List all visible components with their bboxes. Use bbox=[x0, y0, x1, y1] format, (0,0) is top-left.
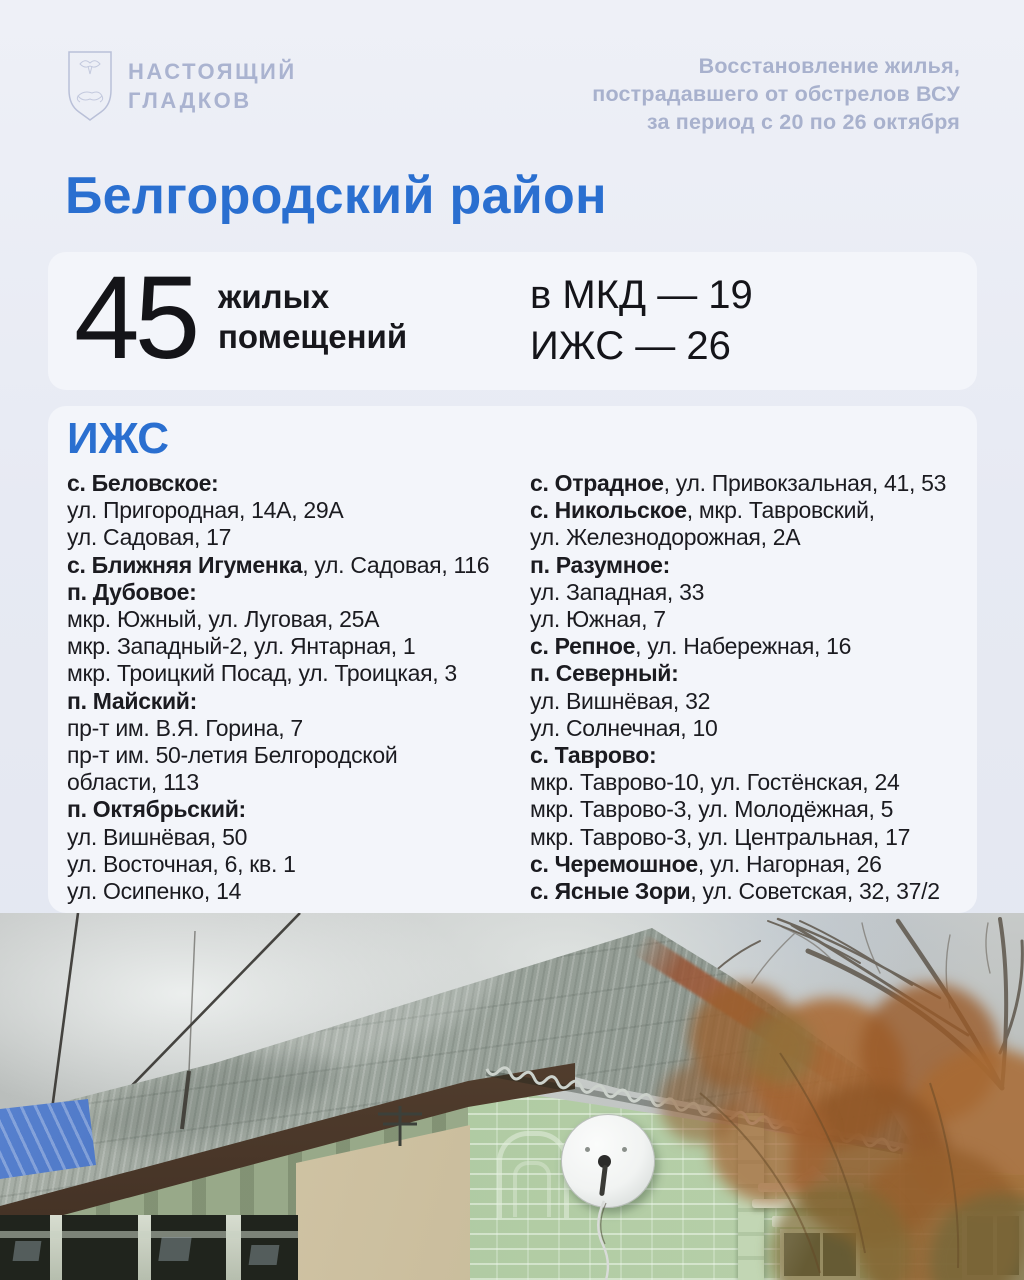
address-line: мкр. Таврово-10, ул. Гостёнская, 24 bbox=[530, 769, 900, 796]
tagline-line: пострадавшего от обстрелов ВСУ bbox=[592, 82, 960, 106]
address-line: ул. Садовая, 17 bbox=[67, 524, 232, 551]
summary-unit bbox=[218, 277, 407, 357]
address-line: ул. Южная, 7 bbox=[530, 606, 666, 633]
header-tagline bbox=[592, 52, 960, 136]
foliage-twigs bbox=[0, 913, 1024, 1280]
address-line: с. Репное, ул. Набережная, 16 bbox=[530, 633, 852, 660]
address-line: ул. Западная, 33 bbox=[530, 578, 705, 605]
summary-unit-line: жилых bbox=[218, 278, 330, 315]
address-line: ул. Железнодорожная, 2А bbox=[530, 524, 801, 551]
page-title: Белгородский район bbox=[65, 167, 607, 225]
address-line: ул. Солнечная, 10 bbox=[530, 714, 718, 741]
izhs-card bbox=[48, 406, 977, 913]
address-line: мкр. Таврово-3, ул. Центральная, 17 bbox=[530, 823, 911, 850]
address-line: мкр. Таврово-3, ул. Молодёжная, 5 bbox=[530, 796, 894, 823]
address-line: мкр. Западный-2, ул. Янтарная, 1 bbox=[67, 633, 416, 660]
coat-of-arms-icon bbox=[66, 50, 114, 122]
address-line: с. Ближняя Игуменка, ул. Садовая, 116 bbox=[67, 551, 490, 578]
address-line: с. Черемошное, ул. Нагорная, 26 bbox=[530, 850, 882, 877]
house-photo bbox=[0, 913, 1024, 1280]
address-line: мкр. Южный, ул. Луговая, 25А bbox=[67, 606, 380, 633]
logo-line-1: НАСТОЯЩИЙ bbox=[128, 59, 297, 84]
logo bbox=[66, 50, 297, 122]
tagline-line: Восстановление жилья, bbox=[698, 54, 960, 78]
summary-unit-line: помещений bbox=[218, 318, 408, 355]
address-line: области, 113 bbox=[67, 769, 199, 796]
address-line: ул. Пригородная, 14А, 29А bbox=[67, 497, 344, 524]
address-line: пр-т им. 50-летия Белгородской bbox=[67, 742, 398, 769]
address-line: п. Разумное: bbox=[530, 551, 670, 578]
address-line: с. Ясные Зори, ул. Советская, 32, 37/2 bbox=[530, 878, 940, 905]
address-column-right bbox=[530, 470, 980, 905]
address-line: п. Северный: bbox=[530, 660, 679, 687]
address-line: с. Никольское, мкр. Тавровский, bbox=[530, 497, 875, 524]
mkd-total: в МКД — 19 bbox=[530, 273, 753, 317]
address-line: пр-т им. В.Я. Горина, 7 bbox=[67, 714, 303, 741]
summary-totals bbox=[530, 270, 753, 372]
tagline-line: за период с 20 по 26 октября bbox=[646, 110, 960, 134]
address-line: ул. Восточная, 6, кв. 1 bbox=[67, 850, 296, 877]
header bbox=[0, 0, 1024, 150]
address-line: мкр. Троицкий Посад, ул. Троицкая, 3 bbox=[67, 660, 457, 687]
address-line: п. Майский: bbox=[67, 687, 197, 714]
summary-card bbox=[48, 252, 977, 390]
address-column-left bbox=[67, 470, 517, 905]
address-line: с. Отрадное, ул. Привокзальная, 41, 53 bbox=[530, 470, 947, 496]
izhs-total: ИЖС — 26 bbox=[530, 324, 731, 368]
izhs-heading: ИЖС bbox=[67, 414, 170, 463]
address-line: п. Дубовое: bbox=[67, 578, 197, 605]
address-line: ул. Вишнёвая, 50 bbox=[67, 823, 248, 850]
address-line: с. Таврово: bbox=[530, 742, 657, 769]
address-line: п. Октябрьский: bbox=[67, 796, 246, 823]
address-line: ул. Осипенко, 14 bbox=[67, 878, 242, 905]
address-line: ул. Вишнёвая, 32 bbox=[530, 687, 711, 714]
logo-text bbox=[128, 57, 297, 115]
logo-line-2: ГЛАДКОВ bbox=[128, 88, 252, 113]
address-line: с. Беловское: bbox=[67, 470, 219, 496]
summary-count: 45 bbox=[74, 252, 196, 384]
